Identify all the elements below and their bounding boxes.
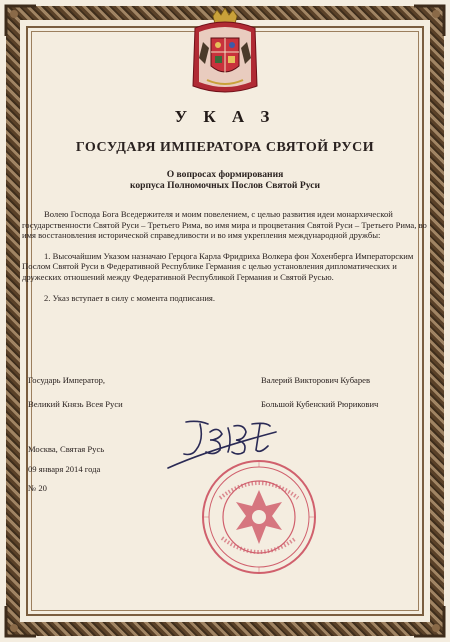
decree-title: У К А З bbox=[174, 107, 276, 126]
decree-number: № 20 bbox=[28, 483, 47, 493]
topic-line-1: О вопросах формирования bbox=[166, 169, 284, 180]
signatory-title-block bbox=[28, 375, 123, 409]
place-of-issue: Москва, Святая Русь bbox=[28, 444, 105, 454]
corner-ornament-icon bbox=[412, 4, 446, 38]
signatory-name-block bbox=[261, 375, 426, 409]
signatory-title-1: Государь Император, bbox=[28, 375, 106, 385]
corner-ornament-icon bbox=[4, 4, 38, 38]
paragraph-preamble: Волею Господа Бога Вседержителя и моим повелением, с целью развития идеи монархической государственности Святой Руси – Третьего Рима, во имя мира и процветания Святой Руси – Третьего Рима, во имя восстановления исторической справедливости и во имя укрепления международной дружбы: bbox=[22, 209, 427, 241]
coat-of-arms-icon bbox=[185, 8, 265, 98]
corner-ornament-icon bbox=[4, 604, 38, 638]
signatory-title-2: Великий Князь Всея Руси bbox=[28, 398, 123, 409]
date-of-issue: 09 января 2014 года bbox=[28, 464, 101, 474]
round-seal-stamp-icon bbox=[200, 458, 318, 576]
decree-topic bbox=[0, 169, 450, 191]
topic-line-2: корпуса Полномочных Послов Святой Руси bbox=[129, 180, 321, 191]
signatory-name: Валерий Викторович Кубарев bbox=[261, 375, 371, 385]
signatory-dynastic-name: Большой Кубенский Рюрикович bbox=[261, 398, 379, 409]
corner-ornament-icon bbox=[412, 604, 446, 638]
decree-body bbox=[22, 209, 430, 313]
paragraph-item-2: 2. Указ вступает в силу с момента подписания. bbox=[44, 292, 216, 303]
decree-subtitle: ГОСУДАРЯ ИМПЕРАТОРА СВЯТОЙ РУСИ bbox=[75, 140, 375, 155]
paragraph-item-1: 1. Высочайшим Указом назначаю Герцога Карла Фридриха Волкера фон Хохенберга Императорским Послом Святой Руси в Федеративной Республике Германия с целью установления дипломатических и дружеских отношений между Федеративной Республикой Германия и Святой Русью. bbox=[22, 250, 414, 282]
